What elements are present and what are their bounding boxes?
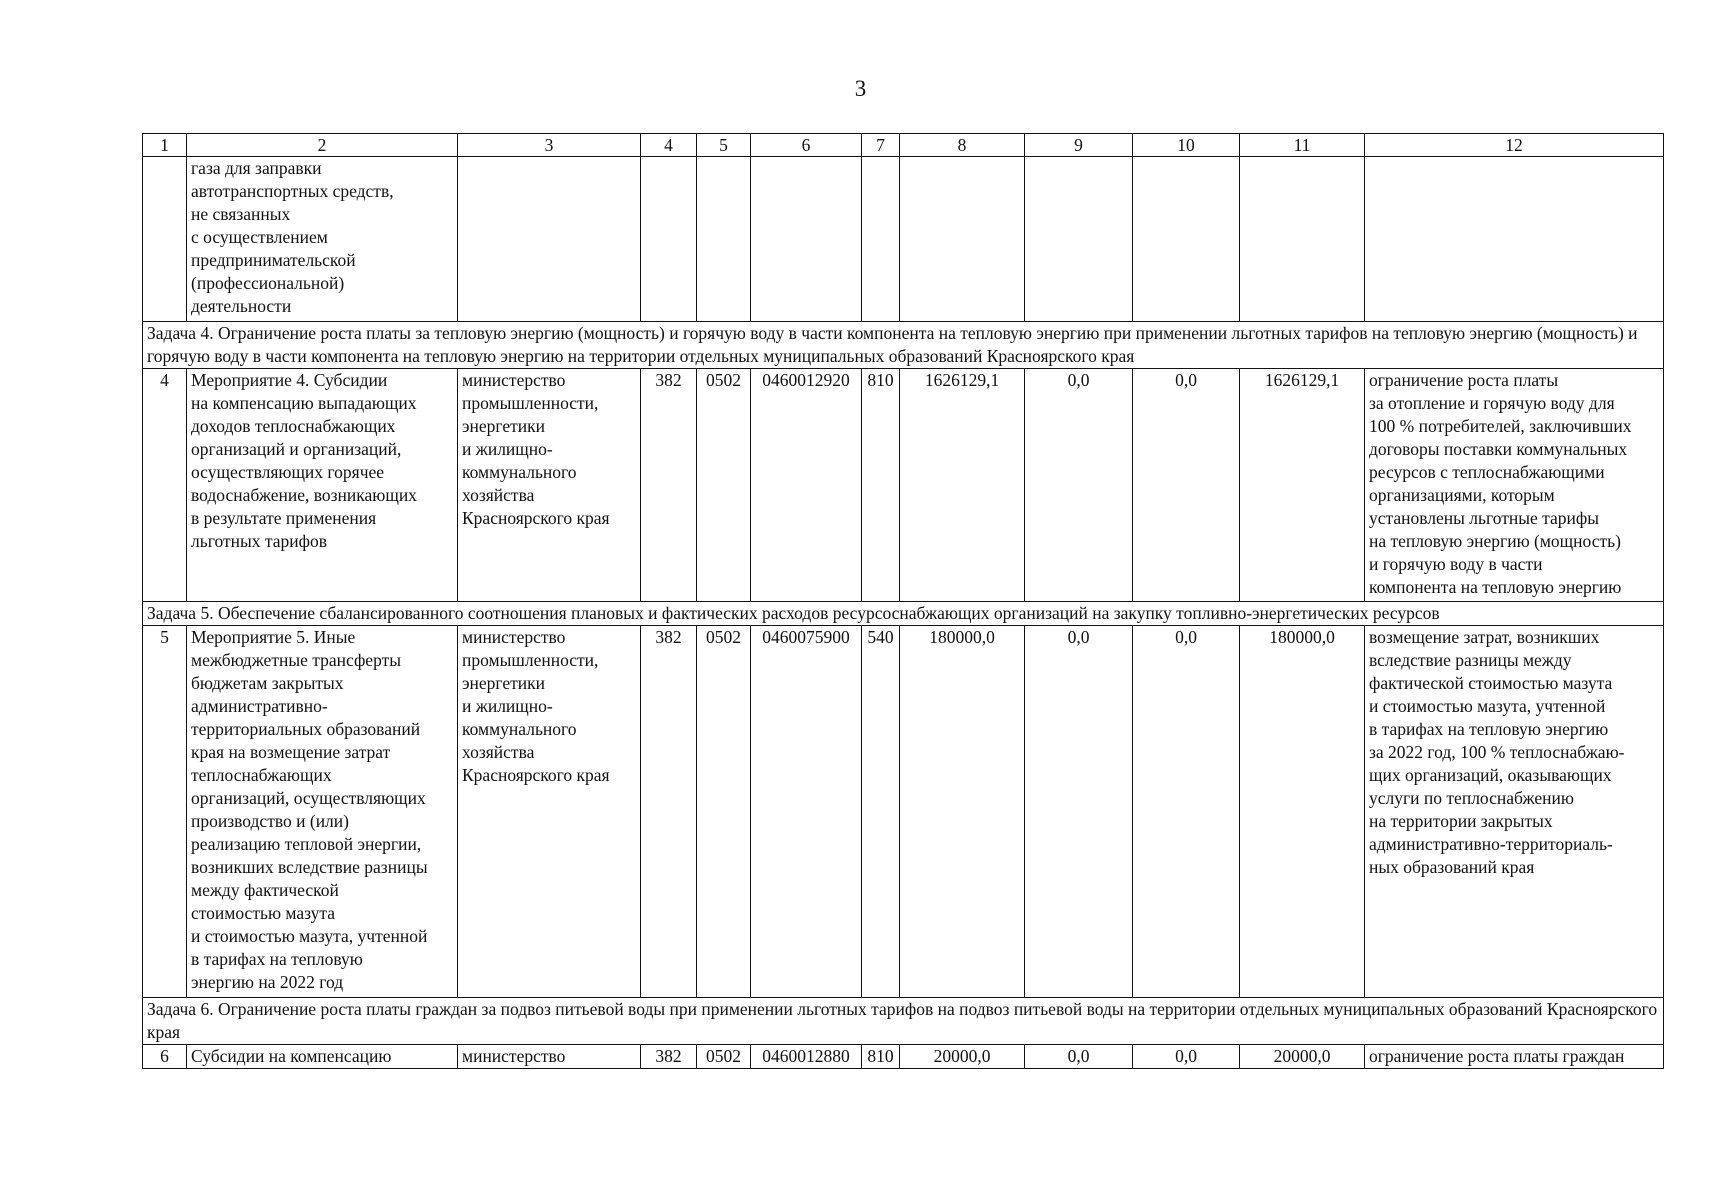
continuation-row (143, 157, 1664, 322)
row-6-col9: 0,0 (1025, 1045, 1133, 1069)
row-4-col9: 0,0 (1025, 369, 1133, 602)
task-6-row (143, 998, 1664, 1045)
row-5-col6: 0460075900 (751, 626, 862, 998)
row-5-col10: 0,0 (1133, 626, 1240, 998)
column-number-header-row (143, 134, 1664, 157)
measures-table (142, 133, 1664, 1069)
row-4-col7: 810 (862, 369, 900, 602)
row-6-col10: 0,0 (1133, 1045, 1240, 1069)
row-5-col9: 0,0 (1025, 626, 1133, 998)
column-header-5: 5 (697, 134, 751, 157)
column-header-11: 11 (1240, 134, 1365, 157)
row-6-result: ограничение роста платы граждан (1365, 1045, 1664, 1069)
column-header-3: 3 (458, 134, 641, 157)
row-4-col10: 0,0 (1133, 369, 1240, 602)
page-number: 3 (854, 76, 867, 101)
column-header-7: 7 (862, 134, 900, 157)
row-6-executor: министерство (458, 1045, 641, 1069)
row-4-col11: 1626129,1 (1240, 369, 1365, 602)
task-6-heading: Задача 6. Ограничение роста платы граждан за подвоз питьевой воды при применении льготных тарифов на подвоз питьевой воды на территории отдельных муниципальных образований Красноярского края (143, 998, 1664, 1045)
task-4-heading: Задача 4. Ограничение роста платы за тепловую энергию (мощность) и горячую воду в части компонента на тепловую энергию при применении льготных тарифов на тепловую энергию (мощность) и горячую воду в части компонента на тепловую энергию на территории отдельных муниципальных образований Красноярского края (143, 322, 1664, 369)
continuation-name: газа для заправки автотранспортных средств, не связанных с осуществлением предпринимательской (профессиональной) деятельности (187, 157, 458, 322)
column-header-1: 1 (143, 134, 187, 157)
row-5-col7: 540 (862, 626, 900, 998)
column-header-9: 9 (1025, 134, 1133, 157)
row-6-number: 6 (143, 1045, 187, 1069)
row-6-col6: 0460012880 (751, 1045, 862, 1069)
row-6-col8: 20000,0 (900, 1045, 1025, 1069)
row-5-col4: 382 (641, 626, 697, 998)
row-6-col5: 0502 (697, 1045, 751, 1069)
column-header-2: 2 (187, 134, 458, 157)
row-5-number: 5 (143, 626, 187, 998)
row-5-executor: министерство промышленности, энергетики и жилищно- коммунального хозяйства Красноярского края (458, 626, 641, 998)
row-6-col4: 382 (641, 1045, 697, 1069)
row-4-number: 4 (143, 369, 187, 602)
row-6-col11: 20000,0 (1240, 1045, 1365, 1069)
row-4-executor: министерство промышленности, энергетики и жилищно- коммунального хозяйства Красноярского края (458, 369, 641, 602)
row-6-col7: 810 (862, 1045, 900, 1069)
row-4-col8: 1626129,1 (900, 369, 1025, 602)
task-5-heading: Задача 5. Обеспечение сбалансированного соотношения плановых и фактических расходов ресурсоснабжающих организаций на закупку топливно-энергетических ресурсов (143, 602, 1664, 626)
column-header-12: 12 (1365, 134, 1664, 157)
row-4-col6: 0460012920 (751, 369, 862, 602)
row-5-col5: 0502 (697, 626, 751, 998)
row-5-col8: 180000,0 (900, 626, 1025, 998)
measure-row-4 (143, 369, 1664, 602)
row-5-result: возмещение затрат, возникших вследствие разницы между фактической стоимостью мазута и стоимостью мазута, учтенной в тарифах на тепловую энергию за 2022 год, 100 % теплоснабжаю- щих организаций, оказывающих услуги по теплоснабжению на территории закрытых административно-территориаль- ных образований края (1365, 626, 1664, 998)
task-5-row (143, 602, 1664, 626)
measure-row-5 (143, 626, 1664, 998)
row-4-col5: 0502 (697, 369, 751, 602)
task-4-row (143, 322, 1664, 369)
row-4-result: ограничение роста платы за отопление и горячую воду для 100 % потребителей, заключивших договоры поставки коммунальных ресурсов с теплоснабжающими организациями, которым установлены льготные тарифы на тепловую энергию (мощность) и горячую воду в части компонента на тепловую энергию (1365, 369, 1664, 602)
column-header-4: 4 (641, 134, 697, 157)
measure-row-6 (143, 1045, 1664, 1069)
row-4-name: Мероприятие 4. Субсидии на компенсацию выпадающих доходов теплоснабжающих организаций и организаций, осуществляющих горячее водоснабжение, возникающих в результате применения льготных тарифов (187, 369, 458, 602)
column-header-10: 10 (1133, 134, 1240, 157)
row-5-col11: 180000,0 (1240, 626, 1365, 998)
column-header-8: 8 (900, 134, 1025, 157)
row-4-col4: 382 (641, 369, 697, 602)
row-5-name: Мероприятие 5. Иные межбюджетные трансферты бюджетам закрытых административно- территориальных образований края на возмещение затрат теплоснабжающих организаций, осуществляющих производство и (или) реализацию тепловой энергии, возникших вследствие разницы между фактической стоимостью мазута и стоимостью мазута, учтенной в тарифах на тепловую энергию на 2022 год (187, 626, 458, 998)
row-6-name: Субсидии на компенсацию (187, 1045, 458, 1069)
column-header-6: 6 (751, 134, 862, 157)
